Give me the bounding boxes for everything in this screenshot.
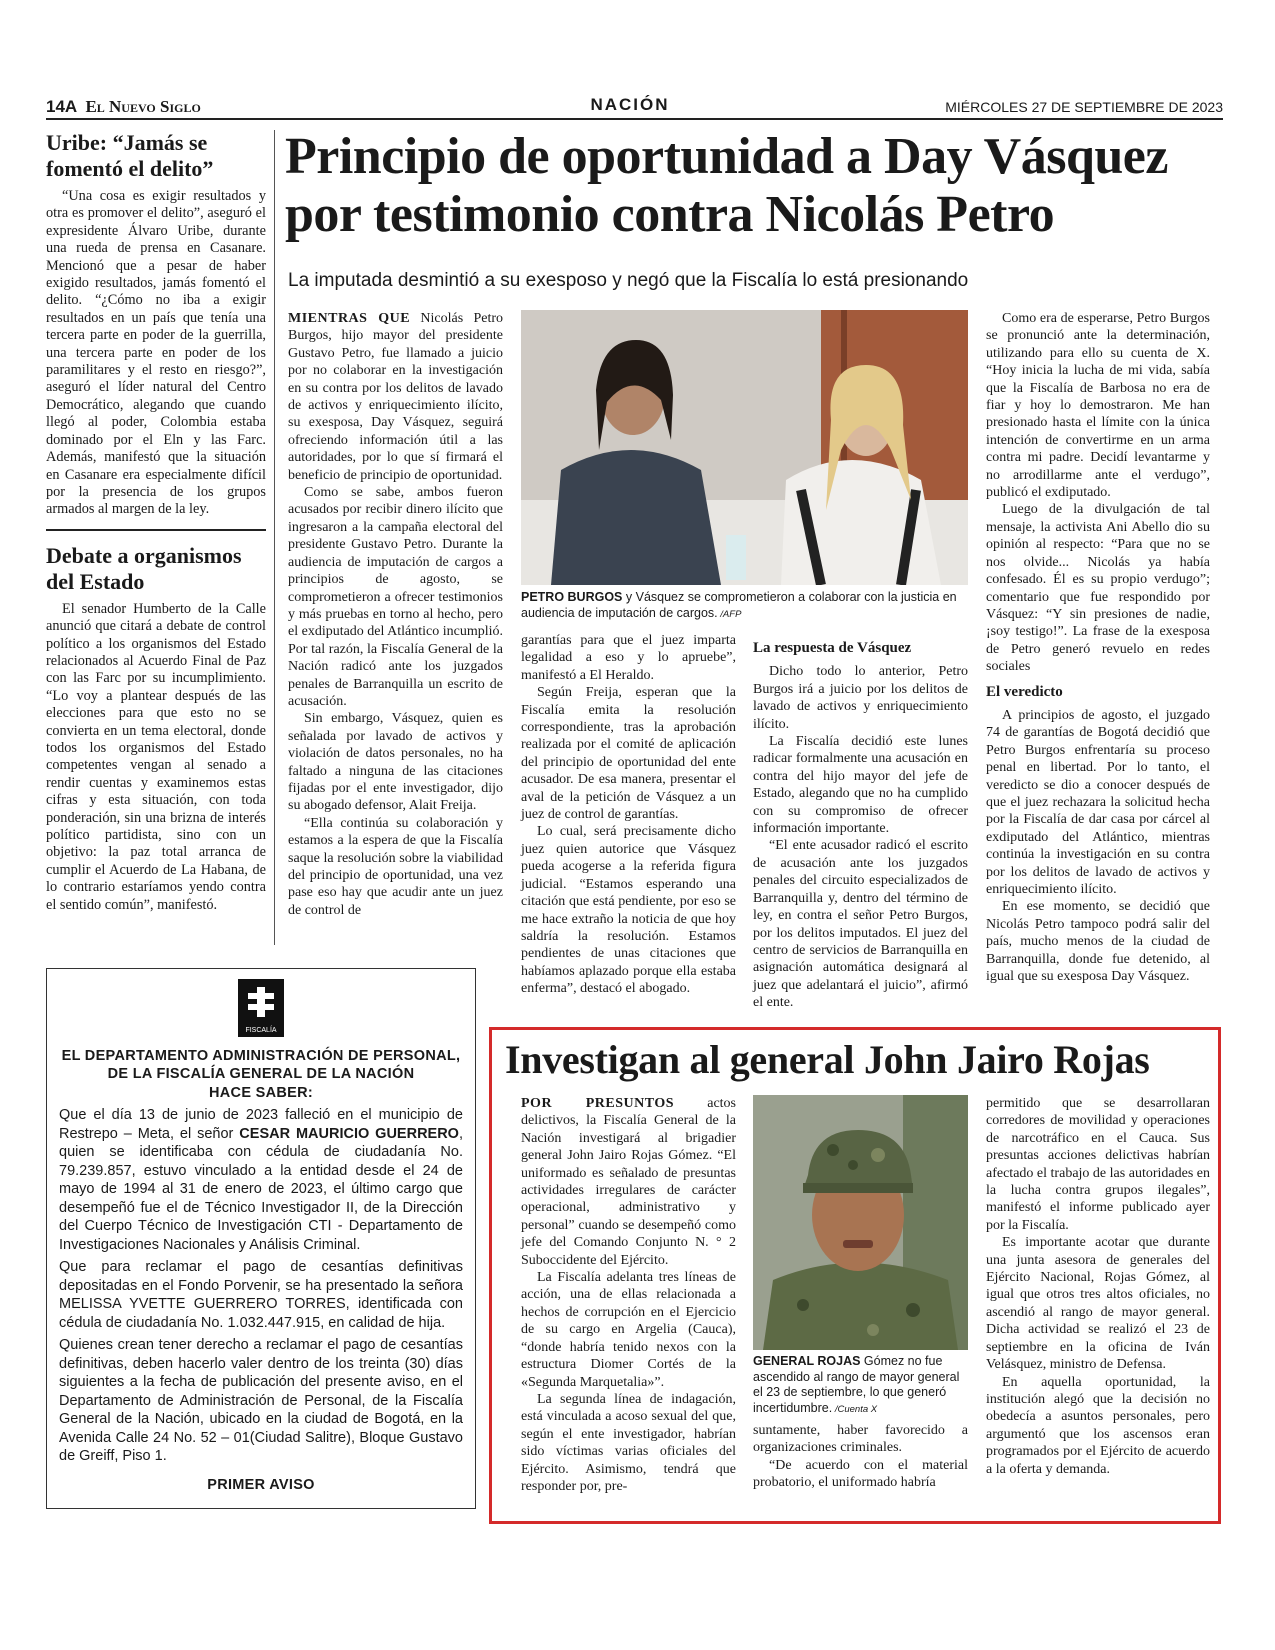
- sidebar-story2-body: El senador Humberto de la Calle anunció que citará a debate de control político a los organismos del Estado relacionados al Acuerdo Final de Paz con las Farc por su incumplimiento. “Lo voy a plantear después de las elecciones para que esto no se convierta en un tema electoral, donde todos los organismos del Estado competentes vengan al senado a rendir cuentas y examinemos estas cifras y esta situación, con toda ponderación, sin una brizna de interés político partidista, sino con un objetivo: la paz total arranca de cumplir el Acuerdo de La Habana, de lo contrario estaríamos yendo contra el sentido común”, manifestó.: [46, 600, 266, 913]
- sidebar: [46, 130, 266, 914]
- main-column-4: Como era de esperarse, Petro Burgos se pronunció ante la determinación, utilizando para ello su cuenta de X. “Hoy inicia la lucha de mi vida, sabía que la Fiscalía de Barbosa no era de fiar y hoy lo demostraron. Me han presionado hasta el límite con la única intención de convertirme en un arma contra mi padre. Decidí levantarme y no arrodillarme ante el verdugo”, publicó el exdiputado. Luego de la divulgación de tal mensaje, la activista Ani Abello dio su opinión al respecto: “Para que no se nos olvide... Nicolás ya había confesado. Él es su propio verdugo”; comentario que fue respondido por Vásquez: “Y sin presiones de nadie, ¡soy testigo!”. La frase de la exesposa de Petro generó revuelo en redes sociales El veredicto A principios de agosto, el juzgado 74 de garantías de Bogotá decidió que Petro Burgos enfrentaría su proceso penal en libertad. Por lo tanto, el veredicto se dio a conocer después de que el juez rechazara la solicitud hecha por la Fiscalía de dar casa por cárcel al exdiputado del Atlántico, mientras continúa la investigación en su contra por los delitos de lavado de activos y enriquecimiento ilícito. En ese momento, se decidió que Nicolás Petro tampoco podrá salir del país, mucho menos de la ciudad de Barranquilla, donde fue detenido, al igual que su exesposa Day Vásquez.: [986, 311, 1210, 985]
- page-header-left: [46, 97, 201, 117]
- legal-notice: [46, 968, 476, 1509]
- section-name: NACIÓN: [590, 95, 670, 114]
- publication-name: El Nuevo Siglo: [85, 97, 201, 116]
- second-headline: Investigan al general John Jairo Rojas: [505, 1037, 1150, 1082]
- main-subtitle-veredicto: El veredicto: [986, 683, 1063, 700]
- main-column-3: La respuesta de Vásquez Dicho todo lo anterior, Petro Burgos irá a juicio por los delitos de lavado de activos y enriquecimiento ilícito. La Fiscalía decidió este lunes radicar formalmente una acusación en contra del hijo mayor del jefe de Estado, alegando que no ha cumplido con su compromiso de ofrecer información importante. “El ente acusador radicó el escrito de acusación ante los juzgados penales del circuito especializados de Barranquilla y, dentro del término de ley, en contra el señor Petro Burgos, por los delitos imputados. El juez del centro de servicios de Barranquilla en asignación automática designará al juez que adelantará el juicio”, afirmó el ente.: [753, 640, 968, 1011]
- main-lead: MIENTRAS QUE: [288, 311, 411, 326]
- petro-vasquez-photo: [521, 310, 968, 585]
- main-subtitle-respuesta: La respuesta de Vásquez: [753, 640, 912, 656]
- general-rojas-photo: [753, 1095, 968, 1350]
- sidebar-divider: [46, 529, 266, 531]
- issue-date: MIÉRCOLES 27 DE SEPTIEMBRE DE 2023: [945, 99, 1223, 115]
- second-column-1: POR PRESUNTOS actos delictivos, la Fiscalía General de la Nación investigará al brigadier general John Jairo Rojas Gómez. “El uniformado es señalado de presuntas actividades irregulares de carácter operacional, administrativo y personal” cuando se desempeñó como jefe del Comando Conjunto N. ° 2 Suboccidente del Ejército. La Fiscalía adelanta tres líneas de acción, una de ellas relacionada a hechos de corrupción en el Ejercicio de su cargo en Argelia (Cauca), “donde habría tenido nexos con la estructura Diomer Cortés de la «Segunda Marquetalia»”. La segunda línea de indagación, está vinculada a acoso sexual del que, según el ente investigador, habrían sido víctimas varias oficiales del Ejército. Asimismo, tendrá que responder por, pre-: [521, 1096, 736, 1494]
- main-column-1: MIENTRAS QUE Nicolás Petro Burgos, hijo mayor del presidente Gustavo Petro, fue llamado a juicio por no colaborar en la investigación en su contra por los delitos de lavado de activos y enriquecimiento ilícito, su exesposa, Day Vásquez, seguirá ofreciendo información útil a las autoridades, por lo que sí firmará el beneficio de principio de oportunidad. Como se sabe, ambos fueron acusados por recibir dinero ilícito que ingresaron a la campaña electoral del presidente Gustavo Petro. Durante la audiencia de imputación de cargos a principios de agosto, se comprometieron a ofrecer testimonios y más pruebas en torno al hecho, pero el exdiputado del Atlántico incumplió. Por tal razón, la Fiscalía General de la Nación radicó ante los juzgados penales de Barranquilla un escrito de acusación. Sin embargo, Vásquez, quien es señalada por lavado de activos y violación de datos personales, no ha faltado a ninguna de las citaciones fijadas por el ente investigador, dijo su abogado defensor, Alait Freija. “Ella continúa su colaboración y estamos a la espera de que la Fiscalía saque la resolución sobre la viabilidad del principio de oportunidad, una vez pase eso hay que acudir ante un juez de control de: [288, 311, 504, 918]
- notice-paragraph-1: Que el día 13 de junio de 2023 falleció en el municipio de Restrepo – Meta, el señor CESAR MAURICIO GUERRERO, quien se identificaba con cédula de ciudadanía No. 79.239.857, estuvo vinculado a la entidad desde el 24 de mayo de 1994 al 31 de enero de 2023, el último cargo que desempeñó fue el de Técnico Investigador II, de la Dirección del Cuerpo Técnico de Investigación CTI - Departamento de Investigaciones Nacionales y Análisis Criminal.: [59, 1107, 463, 1253]
- second-lead: POR PRESUNTOS: [521, 1096, 675, 1111]
- sidebar-column-rule: [274, 130, 275, 945]
- fiscalia-logo-text: FISCALÍA: [245, 1027, 277, 1034]
- header-rule: [46, 118, 1223, 120]
- main-subhead: La imputada desmintió a su exesposo y negó que la Fiscalía lo está presionando: [288, 270, 969, 291]
- main-headline: Principio de oportunidad a Day Vásquez por testimonio contra Nicolás Petro: [285, 128, 1168, 243]
- notice-title-2: DE LA FISCALÍA GENERAL DE LA NACIÓN: [107, 1066, 415, 1082]
- main-photo: [521, 310, 968, 585]
- main-column-2: garantías para que el juez imparta legalidad a eso y lo apruebe”, manifestó a El Heraldo. Según Freija, esperan que la Fiscalía emita la resolución correspondiente, tras la aprobación realizada por el comité de aplicación del principio de oportunidad del ente acusador. De esa manera, presentar el aval de la petición de Vásquez a un juez de control de garantías. Lo cual, será precisamente dicho juez quien autorice que Vásquez pueda acogerse a la referida figura judicial. “Estamos esperando una citación que está pendiente, por eso se me hace extraño la noticia de que hoy saldría la resolución. Estamos pendientes de unas citaciones que habíamos aplazado porque ella estaba enferma”, destacó el abogado.: [521, 633, 736, 997]
- notice-footer: PRIMER AVISO: [207, 1476, 315, 1493]
- second-column-3: permitido que se desarrollaran corredores de movilidad y operaciones de narcotráfico en el Cauca. Sus presuntas acciones delictivas habrían afectado el trabajo de las autoridades en la lucha contra grupos ilegales”, manifestó el informe publicado ayer por la Fiscalía. Es importante acotar que durante una junta asesora de generales del Ejército Nacional, Rojas Gómez, al igual que otros tres altos oficiales, no ascendió al rango de mayor general. Dicha actividad se realizó el 23 de septiembre en la oficina de Iván Velásquez, ministro de Defensa. En aquella oportunidad, la institución alegó que la decisión no obedecía a asuntos personales, pero argumentó que los ascensos eran programados por el Ejército de acuerdo a la oferta y demanda.: [986, 1096, 1210, 1477]
- page-number: 14A: [46, 97, 78, 116]
- general-photo-caption: GENERAL ROJAS Gómez no fue ascendido al rango de mayor general el 23 de septiembre, lo que generó incertidumbre. /Cuenta X: [753, 1354, 960, 1415]
- notice-title-3: HACE SABER:: [209, 1084, 313, 1101]
- notice-title-1: EL DEPARTAMENTO ADMINISTRACIÓN DE PERSONAL,: [61, 1047, 461, 1064]
- second-column-2: suntamente, haber favorecido a organizaciones criminales. “De acuerdo con el material probatorio, el uniformado habría: [753, 1423, 968, 1491]
- main-photo-caption: PETRO BURGOS y Vásquez se comprometieron a colaborar con la justicia en audiencia de imputación de cargos. /AFP: [521, 590, 957, 620]
- general-photo: [753, 1095, 968, 1350]
- notice-paragraph-3: Quienes crean tener derecho a reclamar el pago de cesantías definitivas, deben hacerlo valer dentro de los treinta (30) días siguientes a la fecha de publicación del presente aviso, en el Departamento de Administración de Personal, de la Fiscalía General de la Nación, ubicado en la ciudad de Bogotá, en la Avenida Calle 24 No. 52 – 01(Ciudad Salitre), Bloque Gustavo de Greiff, Piso 1.: [59, 1337, 463, 1464]
- sidebar-story2-title: Debate a organismos del Estado: [46, 542, 242, 594]
- notice-paragraph-2: Que para reclamar el pago de cesantías definitivas depositadas en el Fondo Porvenir, se ha presentado la señora MELISSA YVETTE GUERRERO TORRES, identificada con cédula de ciudadanía No. 1.032.447.915, en calidad de hija.: [59, 1259, 463, 1331]
- sidebar-story1-title: Uribe: “Jamás se fomentó el delito”: [46, 130, 214, 181]
- fiscalia-emblem-icon: [238, 979, 284, 1037]
- fiscalia-logo: [59, 979, 463, 1043]
- sidebar-story1-body: “Una cosa es exigir resultados y otra es promover el delito”, aseguró el expresidente Álvaro Uribe, durante una rueda de prensa en Casanare. Mencionó que a pesar de haber exigido resultados, jamás fomentó el delito. “¿Cómo no iba a exigir resultados en un país que tenía una tercera parte en poder de la guerrilla, una tercera parte en poder de los paramilitares y el resto en riesgo?”, aseguró el líder natural del Centro Democrático, alegando que cuando llegó al poder, Colombia estaba dominado por el Eln y las Farc. Además, manifestó que la situación en Casanare era especialmente difícil por la presencia de los grupos armados al margen de la ley.: [46, 188, 266, 518]
